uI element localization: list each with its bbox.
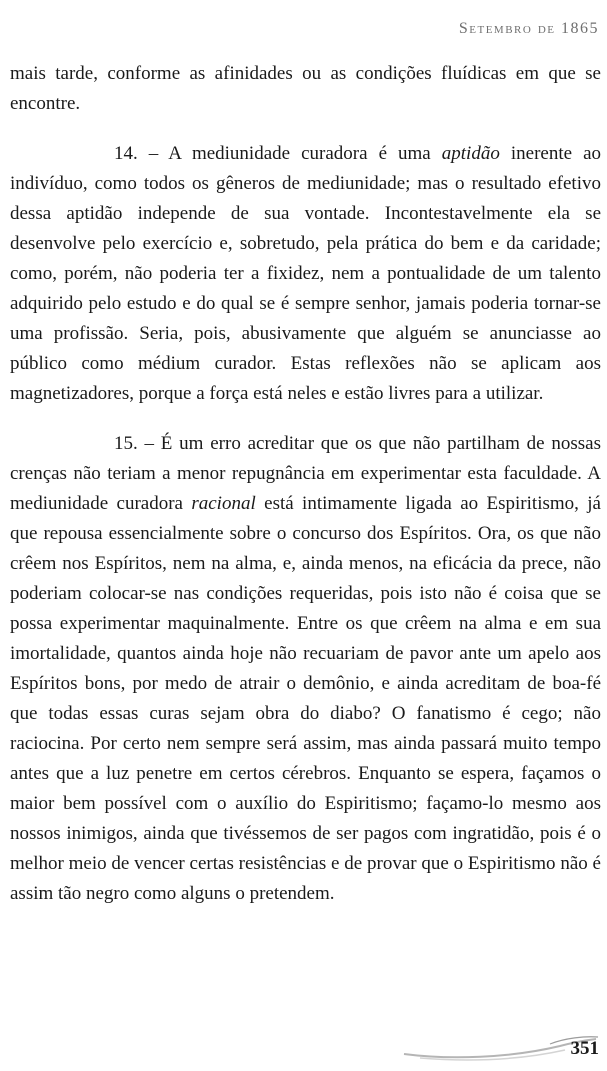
running-header: Setembro de 1865 <box>458 20 599 37</box>
paragraph-15-italic: racional <box>191 493 256 514</box>
paragraph-15-text-start: 15. – É um erro acreditar que os que não partilham de nossas crenças não teriam a menor repugnância em experimentar esta faculdade. A mediunidade curadora <box>10 433 601 514</box>
page-number: 351 <box>570 1038 599 1059</box>
paragraph-14-text-start: 14. – A mediunidade curadora é uma <box>114 143 442 164</box>
body-text <box>10 59 601 909</box>
paragraph-14 <box>10 139 601 409</box>
paragraph-14-text-end: inerente ao indivíduo, como todos os gêneros de mediunidade; mas o resultado efetivo dessa aptidão independe de sua vontade. Incontestavelmente ela se desenvolve pelo exercício e, sobretudo, pela prática do bem e da caridade; como, porém, não poderia ter a fixidez, nem a pontualidade de um talento adquirido pelo estudo e do qual se é sempre senhor, jamais poderia tornar-se uma profissão. Seria, pois, abusivamente que alguém se anunciasse ao público como médium curador. Estas reflexões não se aplicam aos magnetizadores, porque a força está neles e estão livres para a utilizar. <box>10 143 602 404</box>
paragraph-15-text-end: está intimamente ligada ao Espiritismo, já que repousa essencialmente sobre o concurso dos Espíritos. Ora, os que não crêem nos Espíritos, nem na alma, e, ainda menos, na eficácia da prece, não poderiam colocar-se nas condições requeridas, pois isto não é coisa que se possa experimentar maquinalmente. Entre os que crêem na alma e em sua imortalidade, quantos ainda hoje não recuariam de pavor ante um apelo aos Espíritos bons, por medo de atrair o demônio, e ainda acreditam de boa-fé que todas essas curas sejam obra do diabo? O fanatismo é cego; não raciocina. Por certo nem sempre será assim, mas ainda passará muito tempo antes que a luz penetre em certos cérebros. Enquanto se espera, façamos o maior bem possível com o auxílio do Espiritismo; façamo-lo mesmo aos nossos inimigos, ainda que tivéssemos de ser pagos com ingratidão, pois é o melhor meio de vencer certas resistências e de provar que o Espiritismo não é assim tão negro como alguns o pretendem. <box>10 493 601 904</box>
paragraph-14-italic: aptidão <box>441 143 500 164</box>
paragraph-15 <box>10 429 601 909</box>
paragraph-continuation: mais tarde, conforme as afinidades ou as condições fluídicas em que se encontre. <box>10 63 601 114</box>
